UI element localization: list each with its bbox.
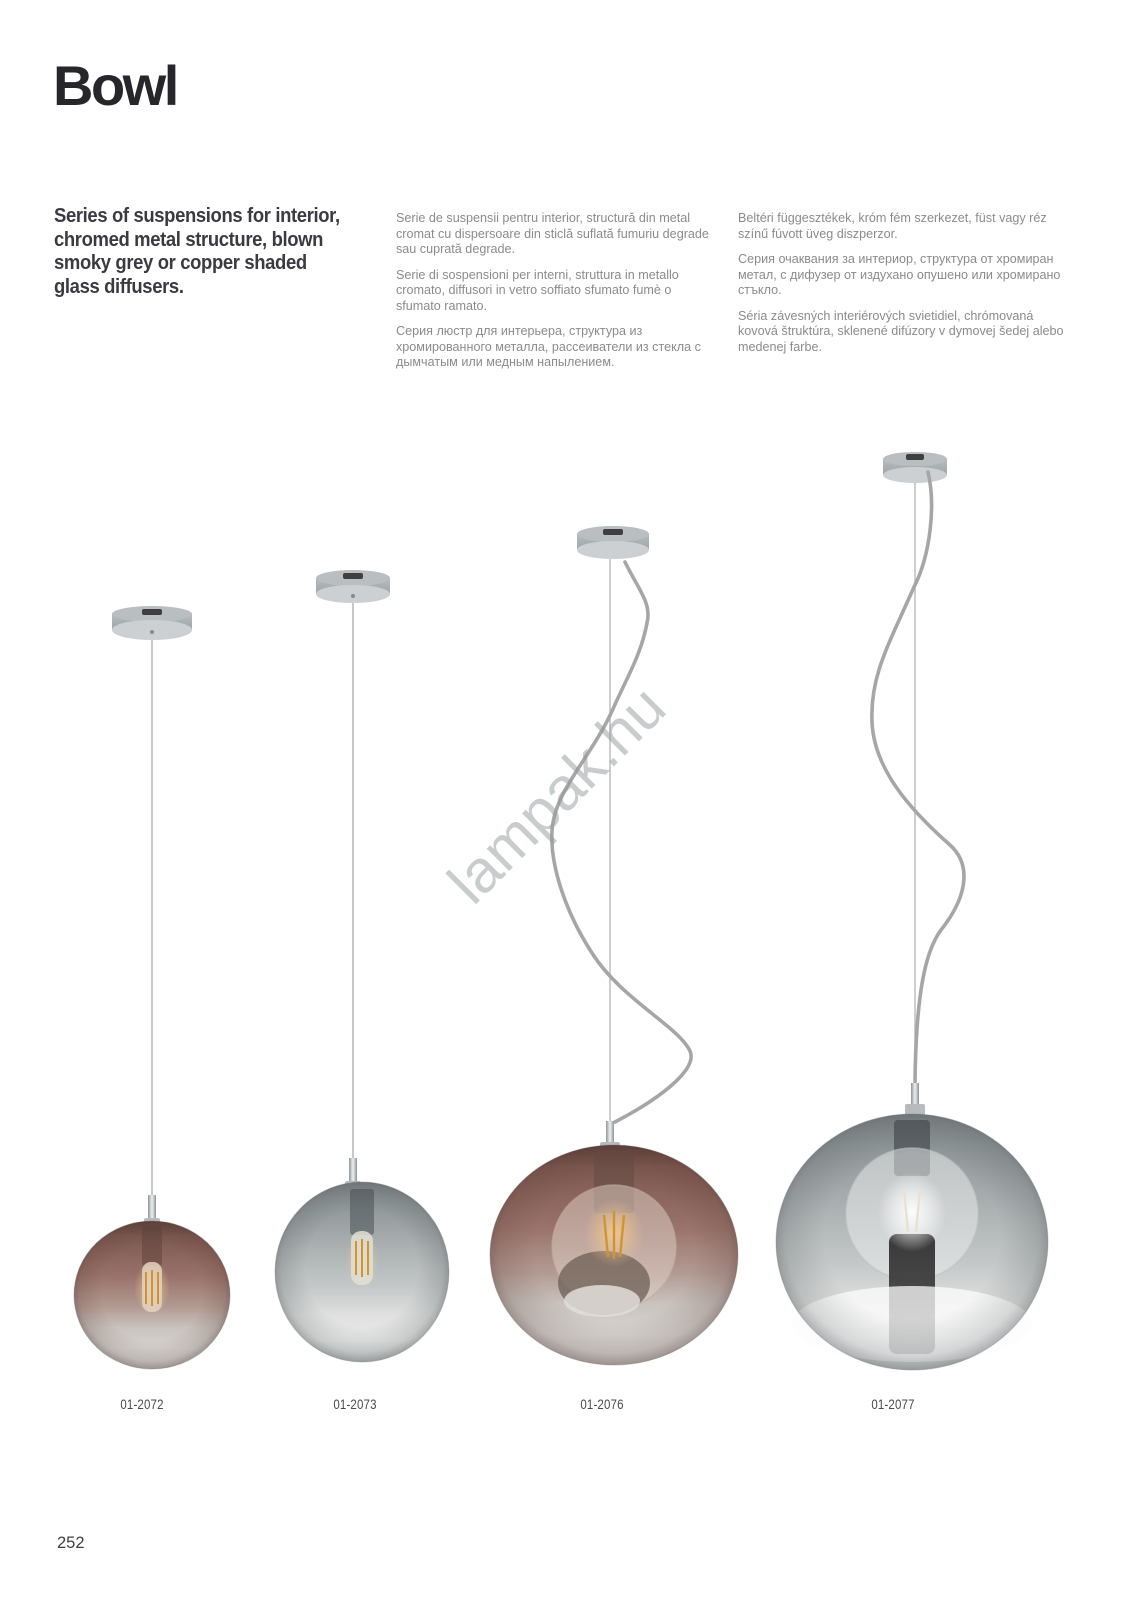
watermark: lampak.hu <box>435 673 679 917</box>
headline-line: Series of suspensions for interior, <box>54 204 340 227</box>
lamp-photo-01-2073 <box>268 565 458 1375</box>
description-hu: Beltéri függesztékek, króm fém szerkezet, füst vagy réz színű fúvott üveg diszperzor. <box>738 211 1047 241</box>
glass-globe-copper <box>74 1221 230 1369</box>
description-ru: Серия люстр для интерьера, структура из хромированного металла, рассеиватели из стекла с дымчатым или медным напылением. <box>396 324 701 369</box>
description-it: Serie di sospensioni per interni, struttura in metallo cromato, diffusori in vetro soffiato sfumato fumè o sfumato ramato. <box>396 267 679 313</box>
headline-line: smoky grey or copper shaded <box>54 251 307 274</box>
ceiling-canopy <box>112 606 192 640</box>
lamp-photo-01-2077 <box>768 446 1058 1386</box>
lamp-photo-01-2072 <box>66 600 241 1385</box>
page-title: Bowl <box>53 54 177 117</box>
description-sk: Séria závesných interiérových svietidiel, chrómovaná kovová štruktúra, sklenené difúzory v dymovej šedej alebo medenej farbe. <box>738 308 1064 354</box>
glass-globe-smoke <box>776 1114 1048 1370</box>
product-code-01-2076: 01-2076 <box>580 1397 624 1412</box>
chrome-fitting <box>905 1083 925 1116</box>
glass-globe-copper <box>490 1145 738 1365</box>
ceiling-canopy <box>577 526 649 559</box>
description-ro: Serie de suspensii pentru interior, structură din metal cromat cu dispersoare din sticlă suflată fumuriu degrade sau cuprată degrade. <box>396 211 709 256</box>
ceiling-canopy <box>883 452 947 483</box>
lamp-photo-01-2076 <box>486 521 744 1379</box>
glass-globe-smoke <box>275 1182 449 1362</box>
page-number: 252 <box>57 1534 85 1552</box>
product-code-01-2073: 01-2073 <box>333 1397 377 1412</box>
product-code-01-2072: 01-2072 <box>120 1397 164 1412</box>
power-cable <box>872 472 964 1083</box>
headline-line: chromed metal structure, blown <box>54 227 324 251</box>
product-code-01-2077: 01-2077 <box>871 1397 915 1412</box>
ceiling-canopy <box>316 570 390 603</box>
power-cable <box>552 562 691 1122</box>
description-bg: Серия очаквания за интериор, структура от хромиран метал, с дифузер от издухано опушено или хромирано стъкло. <box>738 252 1061 297</box>
headline-line: glass diffusers. <box>54 274 184 298</box>
